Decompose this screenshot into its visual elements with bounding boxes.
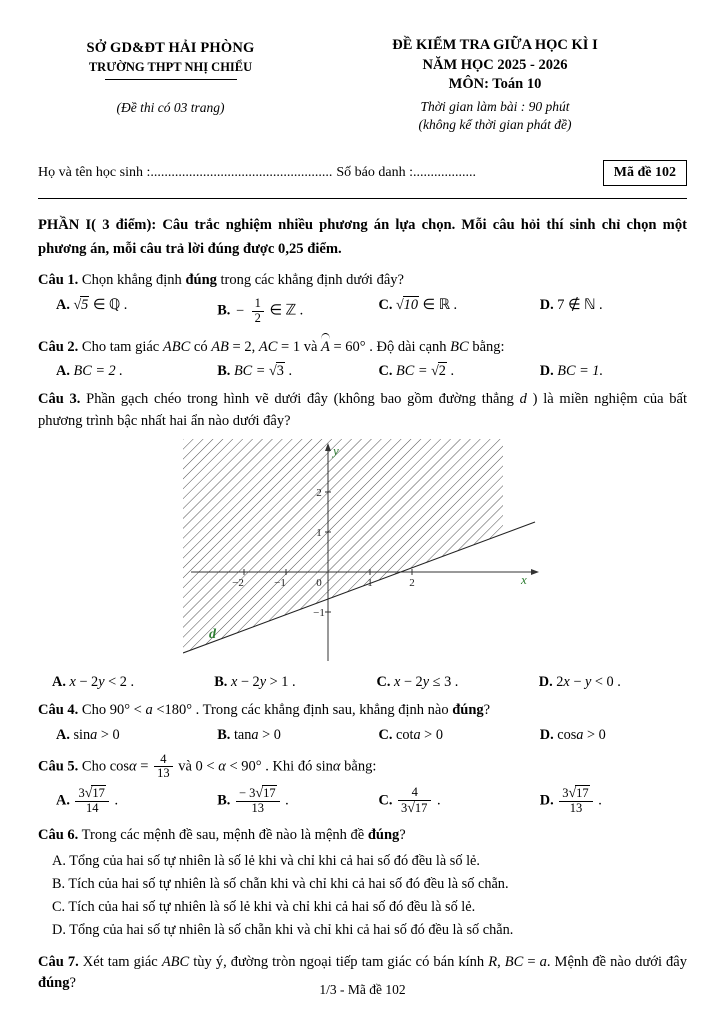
option-d-text: 7 ∉ ℕ . xyxy=(557,297,603,314)
svg-text:2: 2 xyxy=(315,486,322,499)
line-d-label: d xyxy=(208,626,216,642)
option-a[interactable]: A. Tổng của hai số tự nhiên là số lẻ khi và chỉ khi cả hai số đó đều là số lẻ. xyxy=(52,852,480,869)
question-6-text-before: Trong các mệnh đề sau, mệnh đề nào là mệnh đề xyxy=(81,827,368,844)
question-6-text-after: ? xyxy=(399,827,406,844)
option-a-text: ∈ ℚ . xyxy=(92,297,128,314)
option-d[interactable]: D. Tổng của hai số tự nhiên là số chẵn khi và chỉ khi cả hai số đó đều là số chẵn. xyxy=(52,922,514,939)
question-1 xyxy=(38,270,687,292)
option-c-label: C. xyxy=(378,297,393,314)
sqrt-icon: √5 xyxy=(73,297,89,314)
x-axis-label: x xyxy=(520,571,527,587)
question-6-bold: đúng xyxy=(367,827,400,844)
exam-title: ĐỀ KIỂM TRA GIỮA HỌC KÌ I xyxy=(392,37,598,53)
option-d[interactable]: D. $\frac{3√17}{13}$ . xyxy=(539,786,602,816)
option-a[interactable] xyxy=(38,297,203,326)
inequality-graph-figure xyxy=(183,439,543,669)
option-c[interactable]: C. $\frac{4}{3√17}$ . xyxy=(378,785,441,816)
option-b-text: ∈ ℤ . xyxy=(269,302,304,319)
solution-region xyxy=(183,439,503,653)
question-5: Câu 5. Cho cosα = $\frac{4}{13}$ và 0 < α < 90° . Khi đó sinα bằng: xyxy=(38,751,377,781)
header-separator-line xyxy=(38,198,687,199)
angle-hat-icon: A xyxy=(321,335,330,359)
question-1-text-after: trong các khẳng định dưới đây? xyxy=(216,272,404,289)
question-4: Câu 4. Cho 90° < a <180° . Trong các khẳng định sau, khẳng định nào đúng? xyxy=(38,701,491,718)
svg-text:−1: −1 xyxy=(312,606,325,619)
svg-text:0: 0 xyxy=(315,576,322,589)
svg-text:−2: −2 xyxy=(231,576,244,589)
option-b[interactable]: B. BC = √3 . xyxy=(217,363,293,380)
sqrt-icon: √2 xyxy=(431,363,446,380)
svg-text:1: 1 xyxy=(366,576,373,589)
option-c-text: BC = xyxy=(395,363,428,380)
option-c-text: ∈ ℝ . xyxy=(422,297,458,314)
option-b-label: B. xyxy=(217,792,231,809)
student-id-dots: .................. xyxy=(412,165,476,181)
fraction: $\frac{4}{13}$ xyxy=(154,753,173,782)
document-header xyxy=(38,30,687,134)
duration: Thời gian làm bài : 90 phút xyxy=(420,98,570,114)
question-5-number: Câu 5. xyxy=(38,758,79,775)
sqrt-icon: √10 xyxy=(395,297,418,314)
question-5-options xyxy=(38,786,687,816)
option-b[interactable]: B. $\frac{- 3√17}{13}$ . xyxy=(217,786,289,816)
option-c[interactable]: C. cota > 0 xyxy=(378,726,443,743)
student-name-label: Họ và tên học sinh : xyxy=(38,165,151,181)
option-c[interactable]: C. BC = √2 . xyxy=(378,363,455,380)
option-b-label: B. xyxy=(217,302,231,319)
option-b-label: B. xyxy=(217,363,231,380)
fraction: $\frac{3√17}{14}$ xyxy=(75,786,108,816)
y-axis-label: y xyxy=(332,442,339,458)
question-7-bold: đúng xyxy=(38,975,70,992)
question-1-text-before: Chọn khẳng định xyxy=(81,272,186,289)
question-6-number: Câu 6. xyxy=(38,827,79,844)
fraction: $\frac{4}{3√17}$ xyxy=(398,786,431,816)
school-authority: SỞ GD&ĐT HẢI PHÒNG xyxy=(86,40,255,56)
part1-title: PHẦN I( 3 điểm): Câu trắc nghiệm nhiều phương án lựa chọn. Mỗi câu hỏi thí sinh chỉ chọn một phương án, mỗi câu trả lời đúng được 0,25 điểm. xyxy=(38,217,687,258)
option-b-text: BC = xyxy=(233,363,266,380)
question-7-number: Câu 7. xyxy=(38,953,79,970)
question-4-number: Câu 4. xyxy=(38,701,79,718)
student-id-label: Số báo danh : xyxy=(336,165,413,181)
subject: MÔN: Toán 10 xyxy=(448,76,542,93)
school-name: TRƯỜNG THPT NHỊ CHIỂU xyxy=(88,60,253,74)
exam-code-badge: Mã đề 102 xyxy=(603,160,687,186)
question-2-number: Câu 2. xyxy=(38,338,79,355)
option-d-label: D. xyxy=(539,792,554,809)
question-2-options xyxy=(38,363,687,380)
option-a[interactable]: A. $\frac{3√17}{14}$ . xyxy=(56,786,119,816)
option-c[interactable]: C. Tích của hai số tự nhiên là số lẻ khi và chỉ khi cả hai số đó đều là số lẻ. xyxy=(52,899,476,916)
school-block xyxy=(38,30,303,116)
option-c[interactable]: C. x − 2y ≤ 3 . xyxy=(376,673,459,690)
duration-note: (không kể thời gian phát đề) xyxy=(418,116,572,132)
option-a[interactable]: A. x − 2y < 2 . xyxy=(52,673,135,690)
page-footer: 1/3 - Mã đề 102 xyxy=(319,982,406,997)
option-a[interactable] xyxy=(38,363,203,380)
option-d[interactable] xyxy=(526,297,687,326)
option-a-label: A. xyxy=(56,792,70,809)
svg-text:1: 1 xyxy=(315,526,322,539)
fraction: $\frac{3√17}{13}$ xyxy=(559,786,592,816)
question-1-bold: đúng xyxy=(185,272,217,289)
fraction: $\frac{1}{2}$ xyxy=(252,297,264,326)
option-a-label: A. xyxy=(56,363,70,380)
question-1-options xyxy=(38,297,687,326)
exam-title-block xyxy=(303,30,687,134)
header-divider xyxy=(105,79,237,80)
option-b[interactable]: B. x − 2y > 1 . xyxy=(214,673,296,690)
option-d[interactable] xyxy=(526,363,687,380)
coordinate-plane xyxy=(183,439,543,664)
fraction: $\frac{- 3√17}{13}$ xyxy=(236,786,280,816)
question-6 xyxy=(38,825,687,847)
option-d-label: D. xyxy=(539,297,554,314)
question-3-options xyxy=(38,674,687,691)
svg-text:−1: −1 xyxy=(273,576,286,589)
question-4-options xyxy=(38,727,687,744)
student-info-line xyxy=(38,160,687,186)
option-a-text: BC = 2 . xyxy=(73,363,123,380)
option-b[interactable]: B. − $\frac{1}{2}$ ∈ ℤ . xyxy=(217,296,304,325)
question-4-bold: đúng xyxy=(452,701,484,718)
option-c[interactable] xyxy=(365,297,526,326)
school-year: NĂM HỌC 2025 - 2026 xyxy=(422,56,568,73)
pages-note: (Đề thi có 03 trang) xyxy=(116,100,225,115)
option-d-label: D. xyxy=(539,363,554,380)
option-a[interactable]: A. sina > 0 xyxy=(56,726,120,743)
student-name-dots: .................................................... xyxy=(150,165,333,181)
question-6-options xyxy=(38,850,687,943)
option-d-text: BC = 1. xyxy=(557,363,604,380)
x-axis-arrow xyxy=(531,569,539,575)
option-c-label: C. xyxy=(378,363,393,380)
question-3-number: Câu 3. xyxy=(38,391,81,408)
option-d[interactable]: D. cosa > 0 xyxy=(539,726,606,743)
option-b[interactable]: B. Tích của hai số tự nhiên là số chẵn khi và chỉ khi cả hai số đó đều là số chẵn. xyxy=(52,876,509,893)
option-b[interactable]: B. tana > 0 xyxy=(217,726,281,743)
question-3: Câu 3. Phần gạch chéo trong hình vẽ dưới đây (không bao gồm đường thẳng d ) là miền nghiệm của bất phương trình bậc nhất hai ẩn nào dưới đây? xyxy=(38,391,687,430)
option-c-label: C. xyxy=(378,792,393,809)
question-1-number: Câu 1. xyxy=(38,272,79,289)
option-a-label: A. xyxy=(56,297,70,314)
question-2: Câu 2. Cho tam giác ABC có AB = 2, AC = 1 và A = 60° . Độ dài cạnh BC bằng: xyxy=(38,335,687,359)
option-d[interactable]: D. 2x − y < 0 . xyxy=(538,673,621,690)
question-7: Câu 7. Xét tam giác ABC tùy ý, đường tròn ngoại tiếp tam giác có bán kính R, BC = a. Mệnh đề nào dưới đây đúng? xyxy=(38,953,687,992)
sqrt-icon: √3 xyxy=(269,363,284,380)
svg-text:2: 2 xyxy=(408,576,415,589)
